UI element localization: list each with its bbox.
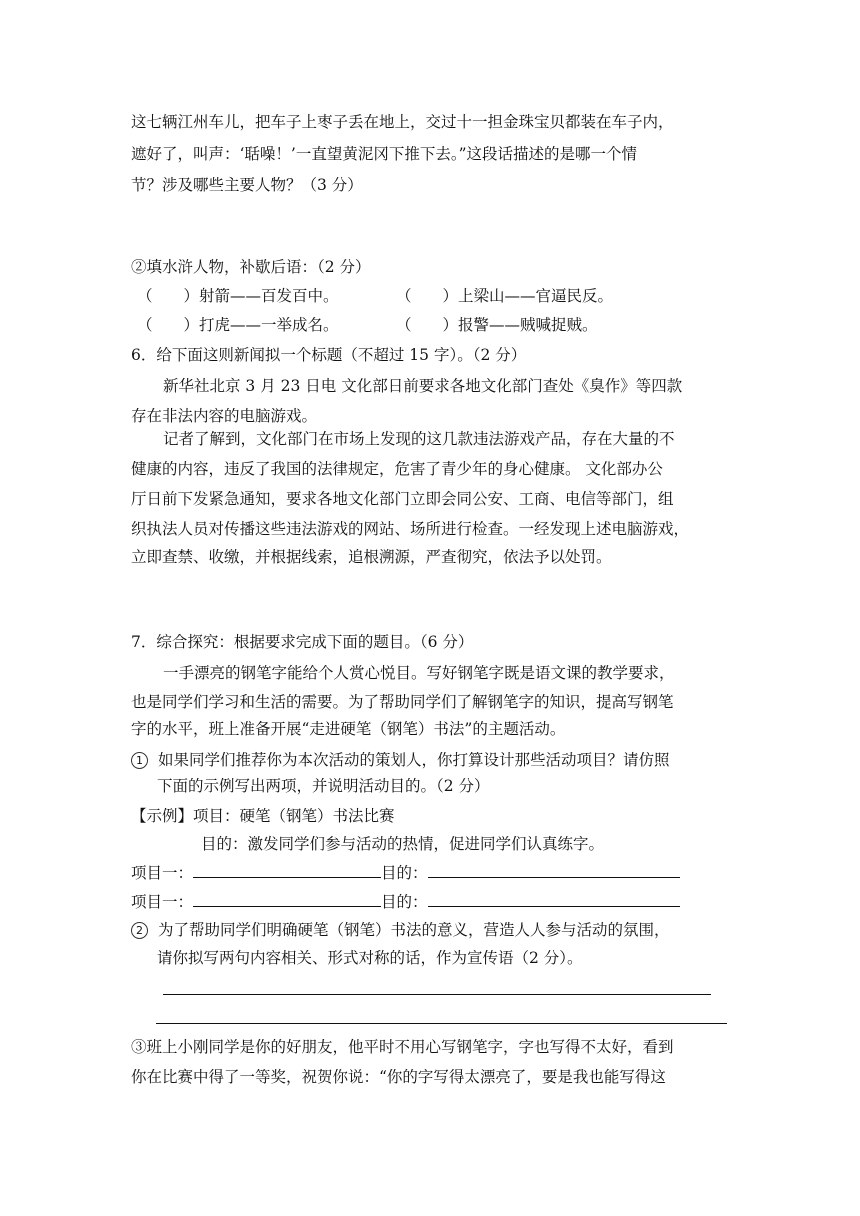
q6-title: 6．给下面这则新闻拟一个标题（不超过 15 字）。（2 分） (131, 346, 527, 364)
q7-intro-l2: 也是同学们学习和生活的需要。为了帮助同学们了解钢笔字的知识，提高写钢笔 (131, 693, 674, 711)
purpose-blank-2[interactable] (428, 890, 680, 907)
project-blank-2[interactable] (193, 890, 381, 907)
q6-news-p1-l2: 存在非法内容的电脑游戏。 (131, 407, 318, 425)
q6-news-p2-l4: 织执法人员对传播这些违法游戏的网站、场所进行检查。一经发现上述电脑游戏， (131, 520, 690, 538)
q7-item2-l2: 请你拟写两句内容相关、形式对称的话，作为宣传语（2 分）。 (157, 949, 583, 967)
q7-item2-text: 为了帮助同学们明确硬笔（钢笔）书法的意义，营造人人参与活动的氛围， (158, 921, 670, 939)
item-number-1: 1 (131, 752, 148, 769)
q6-news-p1-l1: 新华社北京 3 月 23 日电 文化部日前要求各地文化部门查处《臭作》等四款 (163, 377, 683, 395)
q7-item2-l1 (131, 919, 670, 941)
answer-row-1 (131, 861, 680, 884)
q6-news-p2-l5: 立即查禁、收缴，并根据线索，追根溯源，严查彻究，依法予以处罚。 (131, 548, 612, 566)
xiehouyu-4: （ ）报警——贼喊捉贼。 (396, 316, 598, 334)
q6-news-p2-l1: 记者了解到，文化部门在市场上发现的这几款违法游戏产品，存在大量的不 (163, 430, 675, 448)
q6-news-p2-l2: 健康的内容，违反了我国的法律规定，危害了青少年的身心健康。 文化部办公 (131, 460, 663, 478)
q7-item1-text: 如果同学们推荐你为本次活动的策划人，你打算设计那些活动项目？请仿照 (158, 751, 670, 769)
purpose-label-2: 目的： (381, 893, 428, 911)
xiehouyu-2: （ ）上梁山——官逼民反。 (396, 287, 614, 305)
example-line (131, 805, 395, 827)
q7-intro-l3: 字的水平，班上准备开展“走进硬笔（钢笔）书法”的主题活动。 (131, 720, 566, 738)
q7-item1-l1 (131, 749, 670, 771)
project-blank-1[interactable] (193, 861, 381, 878)
item-number-2: 2 (131, 922, 148, 939)
example-project: 项目：硬笔（钢笔）书法比赛 (193, 807, 395, 825)
q5-part2-title: ②填水浒人物，补歇后语：（2 分） (131, 258, 371, 276)
purpose-label-1: 目的： (381, 864, 428, 882)
q7-title: 7．综合探究：根据要求完成下面的题目。（6 分） (131, 633, 474, 651)
example-purpose: 目的：激发同学们参与活动的热情，促进同学们认真练字。 (201, 835, 605, 853)
q7-intro-l1: 一手漂亮的钢笔字能给个人赏心悦目。写好钢笔字既是语文课的教学要求， (163, 664, 675, 682)
q6-news-p2-l3: 厅日前下发紧急通知，要求各地文化部门立即会同公安、工商、电信等部门，组 (131, 490, 674, 508)
q7-item3-l2: 你在比赛中得了一等奖，祝贺你说：“你的字写得太漂亮了，要是我也能写得这 (131, 1068, 666, 1086)
q5-line-3: 节？涉及哪些主要人物？（3 分） (131, 176, 363, 194)
q5-line-1: 这七辆江州车儿，把车子上枣子丢在地上，交过十一担金珠宝贝都装在车子内， (131, 113, 674, 131)
example-tag: 【示例】 (131, 807, 194, 825)
q5-line-2: 遮好了，叫声：‘聒噪！’一直望黄泥冈下推下去。”这段话描述的是哪一个情 (131, 145, 638, 163)
answer-row-2 (131, 890, 680, 913)
xiehouyu-1: （ ）射箭——百发百中。 (137, 287, 339, 305)
slogan-line-1[interactable] (163, 994, 711, 995)
xiehouyu-3: （ ）打虎——一举成名。 (137, 316, 339, 334)
q7-item3-l1: ③班上小刚同学是你的好朋友，他平时不用心写钢笔字，字也写得不太好，看到 (131, 1038, 674, 1056)
slogan-line-2[interactable] (156, 1023, 727, 1024)
project-label-1: 项目一： (131, 864, 194, 882)
purpose-blank-1[interactable] (428, 861, 680, 878)
q7-item1-l2: 下面的示例写出两项，并说明活动目的。（2 分） (157, 777, 490, 795)
project-label-2: 项目一： (131, 893, 194, 911)
